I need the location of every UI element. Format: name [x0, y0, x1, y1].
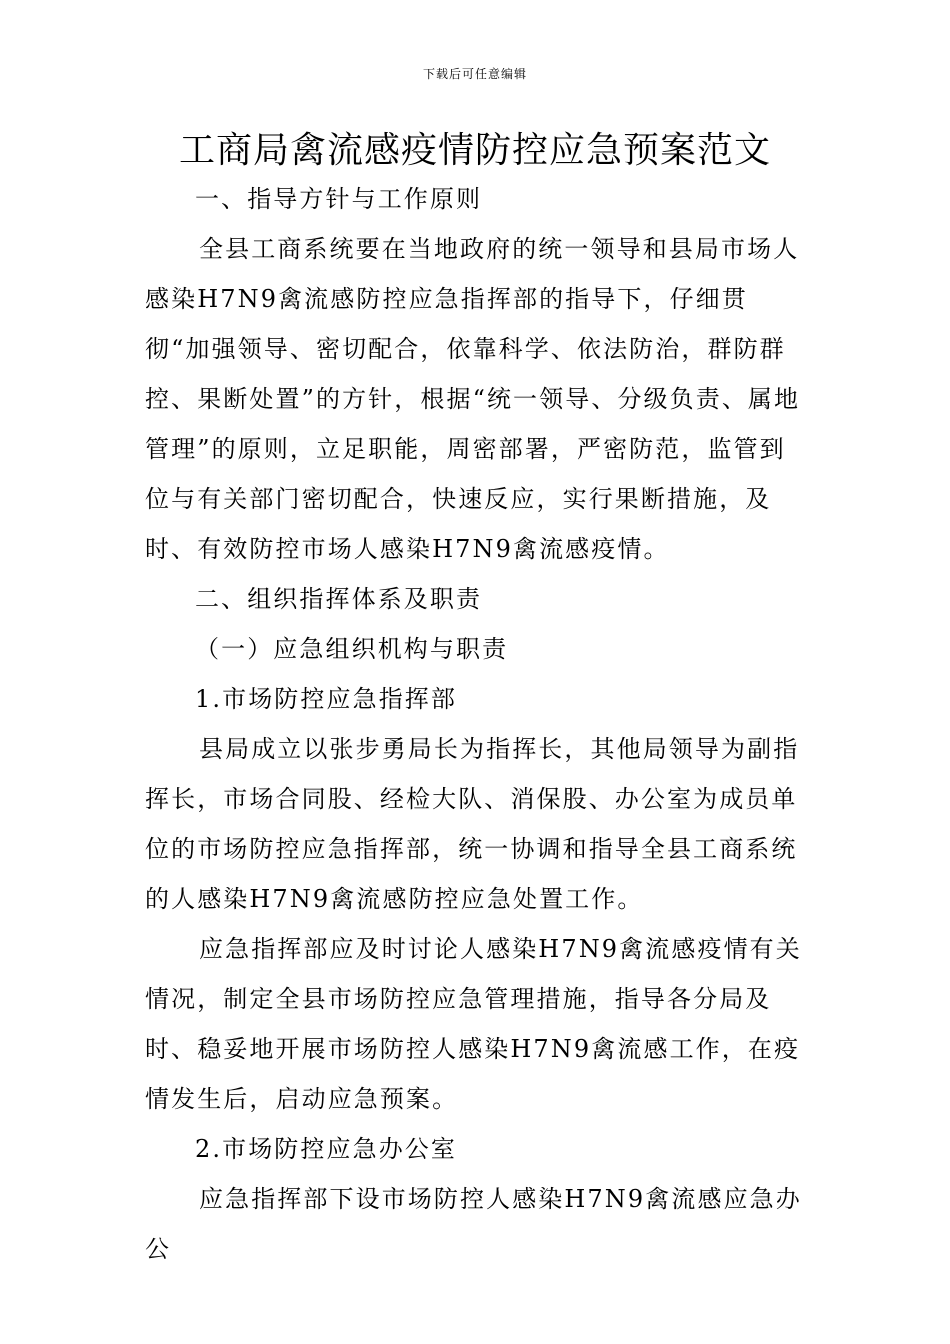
section-heading: 一、指导方针与工作原则	[195, 185, 483, 213]
item-heading: 1.市场防控应急指挥部	[195, 685, 457, 713]
paragraph: 县局成立以张步勇局长为指挥长，其他局领导为副指挥长，市场合同股、经检大队、消保股、办公室为成员单位的市场防控应急指挥部，统一协调和指导全县工商系统的人感染H7N9禽流感防控应急处置工作。	[145, 735, 800, 913]
document-body	[145, 174, 807, 1274]
item-heading: 2.市场防控应急办公室	[195, 1135, 457, 1163]
section-heading: 二、组织指挥体系及职责	[195, 585, 483, 613]
paragraph: 全县工商系统要在当地政府的统一领导和县局市场人感染H7N9禽流感防控应急指挥部的指导下，仔细贯彻“加强领导、密切配合，依靠科学、依法防治，群防群控、果断处置”的方针，根据“统一领导、分级负责、属地管理”的原则，立足职能，周密部署，严密防范，监管到位与有关部门密切配合，快速反应，实行果断措施，及时、有效防控市场人感染H7N9禽流感疫情。	[145, 235, 801, 563]
paragraph: 应急指挥部应及时讨论人感染H7N9禽流感疫情有关情况，制定全县市场防控应急管理措施，指导各分局及时、稳妥地开展市场防控人感染H7N9禽流感工作，在疫情发生后，启动应急预案。	[145, 935, 802, 1113]
header-note: 下载后可任意编辑	[422, 67, 527, 81]
subsection-heading: （一）应急组织机构与职责	[195, 635, 509, 663]
document-title: 工商局禽流感疫情防控应急预案范文	[178, 130, 771, 171]
paragraph: 应急指挥部下设市场防控人感染H7N9禽流感应急办公	[145, 1185, 802, 1263]
